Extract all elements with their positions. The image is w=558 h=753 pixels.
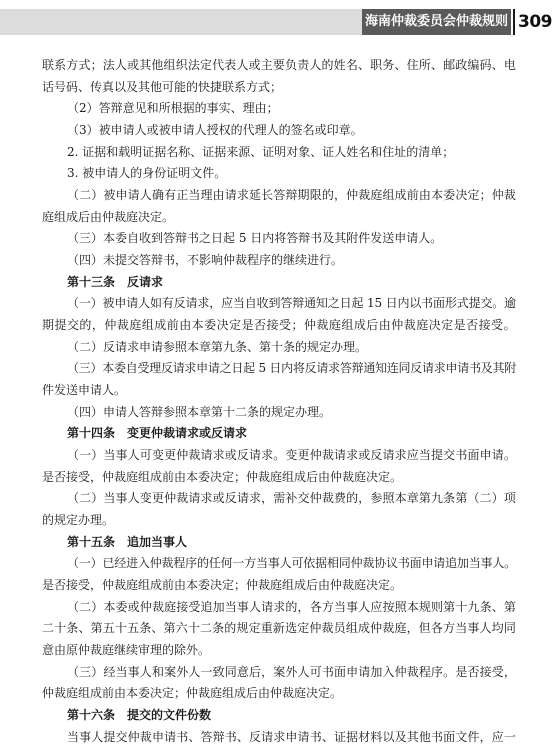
paragraph-line [42, 185, 516, 207]
carryover-paragraph [42, 55, 516, 98]
line-text: （三）本委自收到答辩书之日起 5 日内将答辩书及其附件发送申请人。 [67, 231, 443, 246]
header-left-band [0, 9, 362, 35]
paragraph [42, 98, 516, 120]
line-text: （三）本委自受理反请求申请之日起 5 日内将反请求答辩通知连同反请求申请书及其附 [67, 361, 516, 376]
book-title: 海南仲裁委员会仲裁规则 [362, 9, 511, 35]
paragraph-line [42, 575, 516, 597]
line-text: 庭组成后由仲裁庭决定。 [42, 209, 175, 224]
paragraph [42, 120, 516, 142]
paragraph [42, 445, 516, 488]
paragraph-line [42, 77, 516, 99]
paragraph-line [42, 510, 516, 532]
article-heading [42, 705, 516, 727]
paragraph-line [42, 597, 516, 619]
paragraph-line [42, 467, 516, 489]
paragraph-line [42, 55, 516, 77]
paragraph [42, 250, 516, 272]
line-text: 当事人提交仲裁申请书、答辩书、反请求申请书、证据材料以及其他书面文件，应一 [67, 729, 516, 744]
article-heading [42, 272, 516, 294]
line-text: 的规定办理。 [42, 513, 115, 528]
line-text: （一）已经进入仲裁程序的任何一方当事人可依据相同仲裁协议书面申请追加当事人。 [67, 556, 516, 571]
line-text: 3. 被申请人的身份证明文件。 [67, 166, 227, 181]
paragraph-line [42, 250, 516, 272]
header-separator [513, 9, 515, 35]
line-text: （一）被申请人如有反请求，应当自收到答辩通知之日起 15 日内以书面形式提交。逾 [67, 296, 516, 311]
paragraph-line [42, 488, 516, 510]
article-heading [42, 423, 516, 445]
heading-text: 第十六条 提交的文件份数 [67, 708, 212, 723]
paragraph [42, 163, 516, 185]
paragraph-line [42, 163, 516, 185]
heading-text: 第十五条 追加当事人 [67, 534, 188, 549]
paragraph-line [42, 683, 516, 705]
paragraph-line [42, 337, 516, 359]
paragraph-line [42, 228, 516, 250]
paragraph-line [42, 293, 516, 315]
paragraph [42, 662, 516, 705]
paragraph-line [42, 98, 516, 120]
line-text: 联系方式；法人或其他组织法定代表人或主要负责人的姓名、职务、住所、邮政编码、电 [42, 58, 516, 72]
heading-text: 第十四条 变更仲裁请求或反请求 [67, 426, 248, 441]
paragraph-line [42, 380, 516, 402]
paragraph-line [42, 120, 516, 142]
paragraph [42, 185, 516, 228]
line-text: 件发送申请人。 [42, 383, 127, 398]
paragraph [42, 142, 516, 164]
line-text: （四）未提交答辩书，不影响仲裁程序的继续进行。 [67, 253, 344, 268]
paragraph-line [42, 402, 516, 424]
line-text: 是否接受，仲裁庭组成前由本委决定；仲裁庭组成后由仲裁庭决定。 [42, 469, 403, 484]
paragraph-line [42, 315, 516, 337]
line-text: 2. 证据和载明证据名称、证据来源、证明对象、证人姓名和住址的清单； [67, 144, 455, 159]
paragraph [42, 293, 516, 336]
paragraph [42, 488, 516, 531]
page-number: 309 [518, 12, 552, 32]
line-text: （四）申请人答辩参照本章第十二条的规定办理。 [67, 404, 332, 419]
line-text: 意由原仲裁庭继续审理的除外。 [42, 643, 211, 658]
line-text: 仲裁庭组成前由本委决定；仲裁庭组成后由仲裁庭决定。 [42, 686, 343, 701]
line-text: （二）当事人变更仲裁请求或反请求，需补交仲裁费的，参照本章第九条第（二）项 [67, 491, 516, 506]
paragraph [42, 228, 516, 250]
line-text: （3）被申请人或被申请人授权的代理人的签名或印章。 [67, 123, 363, 138]
paragraph-line [42, 640, 516, 662]
line-text: 二十条、第五十五条、第六十二条的规定重新选定仲裁员组成仲裁庭，但各方当事人均同 [42, 621, 516, 636]
line-text: 是否接受，仲裁庭组成前由本委决定；仲裁庭组成后由仲裁庭决定。 [42, 578, 403, 593]
line-text: 话号码、传真以及其他可能的快捷联系方式； [42, 79, 283, 94]
line-text: （三）经当事人和案外人一致同意后，案外人可书面申请加入仲裁程序。是否接受， [67, 664, 516, 679]
paragraph-line [42, 142, 516, 164]
paragraph [42, 553, 516, 596]
line-text: （二）反请求申请参照本章第九条、第十条的规定办理。 [67, 339, 368, 354]
paragraph [42, 358, 516, 401]
paragraph-line [42, 207, 516, 229]
paragraph-line [42, 553, 516, 575]
paragraph [42, 727, 516, 749]
paragraph [42, 402, 516, 424]
line-text: （一）当事人可变更仲裁请求或反请求。变更仲裁请求或反请求应当提交书面申请。 [67, 448, 516, 463]
paragraph [42, 597, 516, 662]
paragraph-line [42, 358, 516, 380]
paragraph-line [42, 445, 516, 467]
paragraph-line [42, 662, 516, 684]
paragraph-line [42, 618, 516, 640]
paragraph-line [42, 727, 516, 749]
heading-text: 第十三条 反请求 [67, 274, 164, 289]
line-text: （二）本委或仲裁庭接受追加当事人请求的，各方当事人应按照本规则第十九条、第 [67, 599, 516, 614]
line-text: （2）答辩意见和所根据的事实、理由； [67, 101, 279, 116]
page-body [42, 55, 516, 751]
article-heading [42, 532, 516, 554]
line-text: 期提交的，仲裁庭组成前由本委决定是否接受；仲裁庭组成后由仲裁庭决定是否接受。 [42, 318, 516, 333]
paragraph [42, 337, 516, 359]
line-text: （二）被申请人确有正当理由请求延长答辩期限的，仲裁庭组成前由本委决定；仲裁 [67, 188, 516, 203]
